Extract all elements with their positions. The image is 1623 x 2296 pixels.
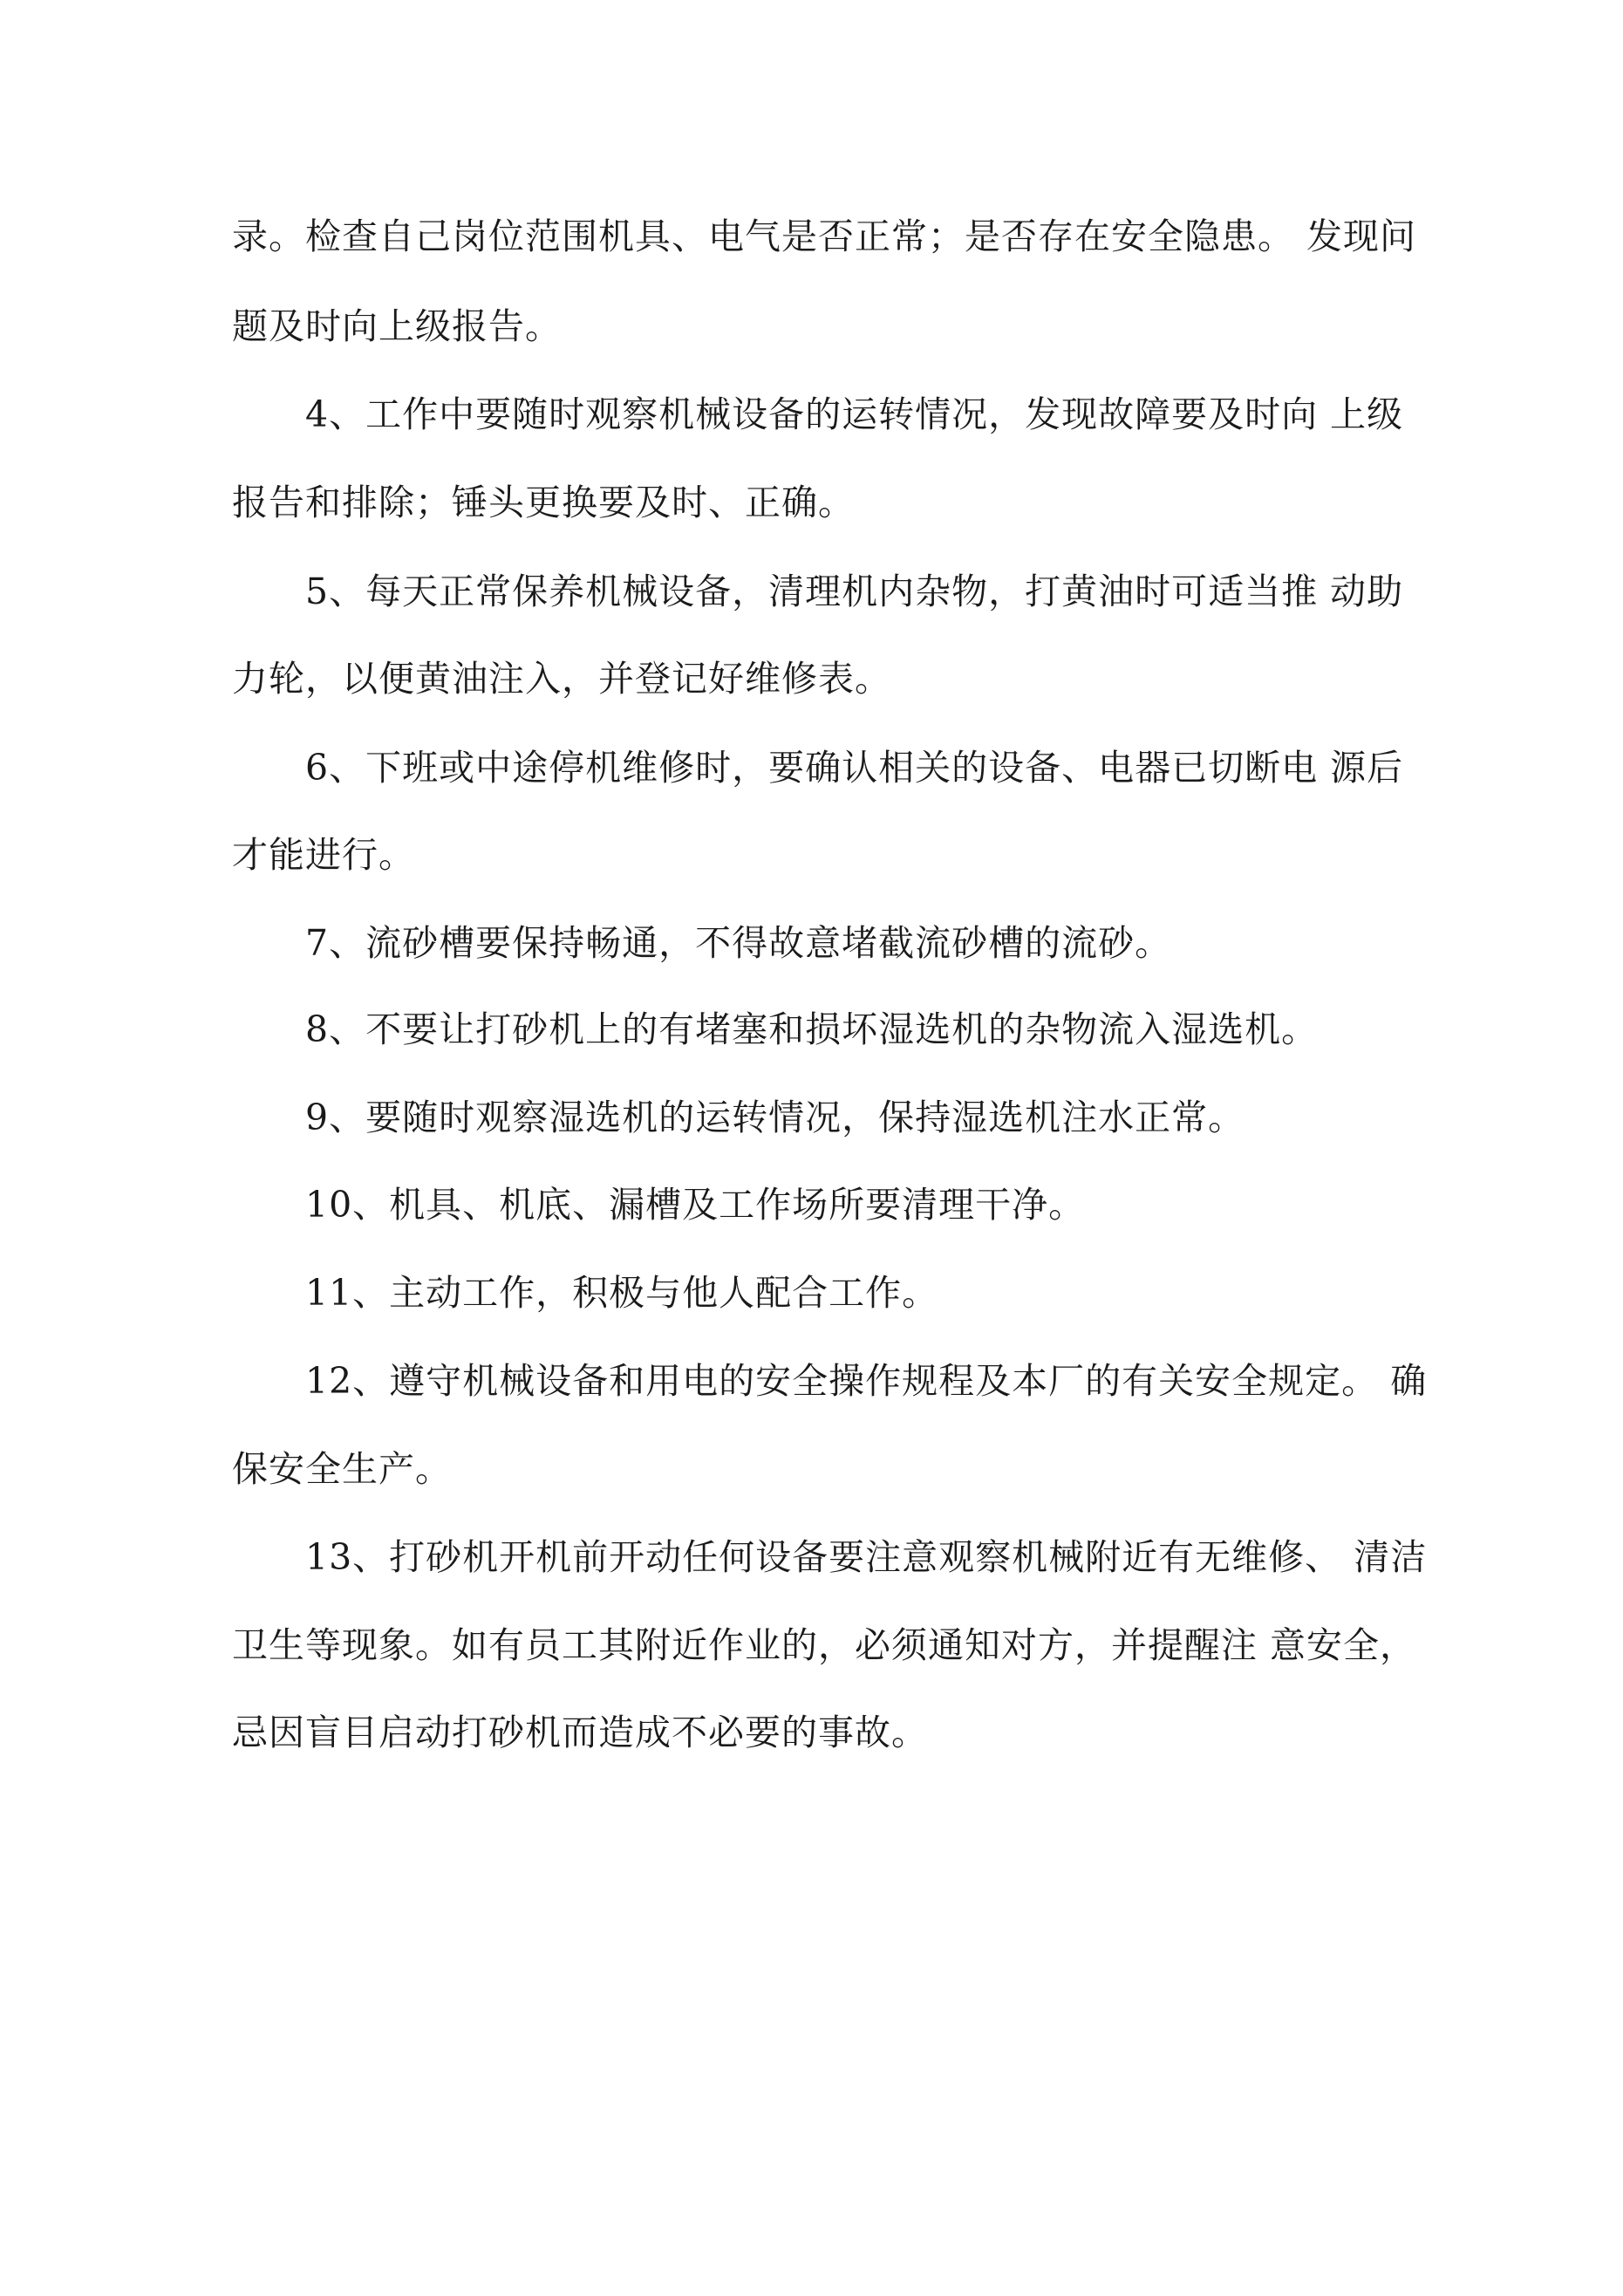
text-line: 12、遵守机械设备和用电的安全操作规程及本厂的有关安全规定。 确 (305, 1360, 1428, 1402)
text-line: 忌因盲目启动打砂机而造成不必要的事故。 (232, 1712, 928, 1753)
text-line: 4、工作中要随时观察机械设备的运转情况，发现故障要及时向 上级 (305, 393, 1404, 435)
text-line: 保安全生产。 (232, 1448, 452, 1490)
text-line: 9、要随时观察湿选机的运转情况，保持湿选机注水正常。 (305, 1097, 1245, 1138)
text-line: 11、主动工作，积极与他人配合工作。 (305, 1272, 939, 1314)
text-line: 13、打砂机开机前开动任何设备要注意观察机械附近有无维修、 清洁 (305, 1536, 1428, 1578)
text-line: 5、每天正常保养机械设备，清理机内杂物，打黄油时可适当推 动助 (305, 571, 1404, 612)
text-line: 6、下班或中途停机维修时，要确认相关的设备、电器已切断电 源后 (305, 747, 1404, 789)
text-line: 10、机具、机底、漏槽及工作场所要清理干净。 (305, 1184, 1086, 1226)
text-line: 8、不要让打砂机上的有堵塞和损坏湿选机的杂物流入湿选机。 (305, 1008, 1319, 1050)
text-line: 题及时向上级报告。 (232, 305, 562, 347)
text-line: 报告和排除；锤头更换要及时、正确。 (232, 482, 855, 523)
text-line: 7、流砂槽要保持畅通，不得故意堵截流砂槽的流砂。 (305, 922, 1172, 964)
text-line: 才能进行。 (232, 834, 415, 876)
text-line: 力轮，以便黄油注入，并登记好维修表。 (232, 658, 891, 700)
text-line: 录。检查自己岗位范围机具、电气是否正常；是否存在安全隐患。 发现问 (232, 215, 1417, 257)
text-line: 卫生等现象。如有员工其附近作业的，必须通知对方，并提醒注 意安全， (232, 1624, 1417, 1666)
